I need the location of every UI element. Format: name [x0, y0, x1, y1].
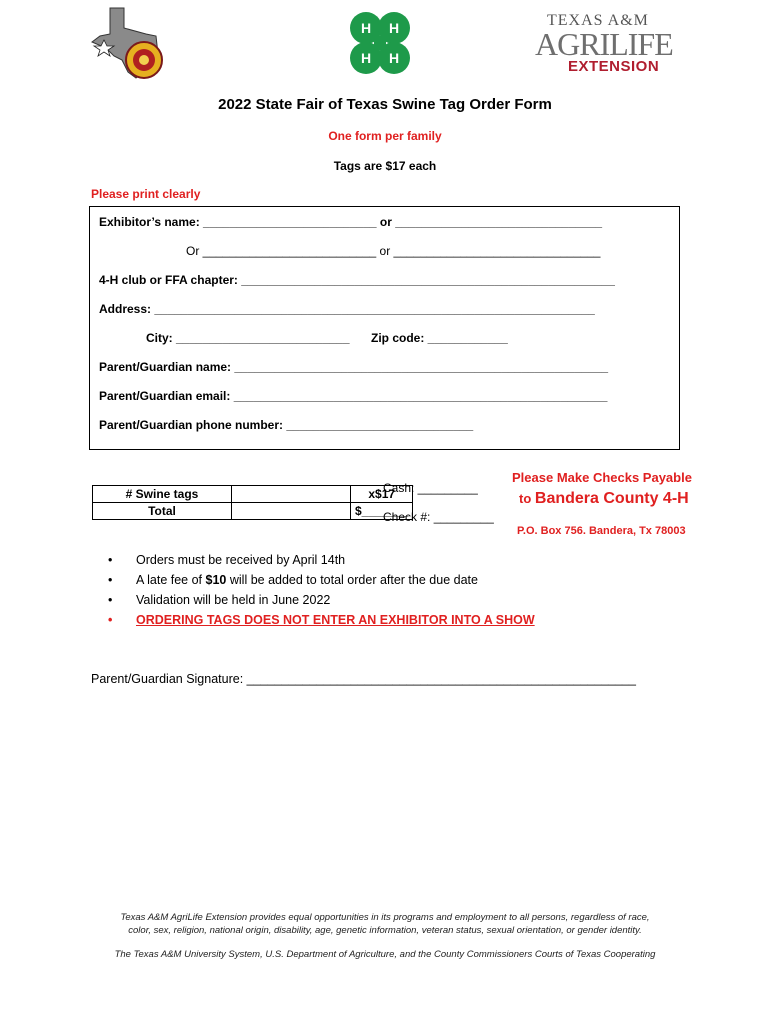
- agrilife-logo-line1: TEXAS A&M: [547, 12, 649, 29]
- agrilife-logo: [535, 12, 685, 75]
- agrilife-logo-line3: EXTENSION: [568, 58, 660, 75]
- list-item: [108, 572, 535, 592]
- club-chapter-field[interactable]: 4-H club or FFA chapter: ________________________________________________________: [99, 273, 615, 287]
- total-label: Total: [93, 503, 232, 520]
- checks-payee-name: Bandera County 4-H: [534, 490, 689, 507]
- svg-text:H: H: [360, 20, 372, 36]
- exhibitor-name-field[interactable]: Exhibitor’s name: __________________________ or _______________________________: [99, 215, 603, 229]
- parent-phone-field[interactable]: Parent/Guardian phone number: ____________________________: [99, 418, 474, 432]
- total-value-field[interactable]: $_______: [351, 503, 413, 520]
- swine-tags-price: x$17: [351, 486, 413, 503]
- exhibitor-info-box: [89, 206, 680, 450]
- svg-text:H: H: [388, 50, 400, 66]
- swine-tags-quantity-cell[interactable]: [232, 486, 351, 503]
- rule-late-fee-post: will be added to total order after the due date: [229, 573, 478, 587]
- list-item: [108, 552, 535, 572]
- rule-warning: ORDERING TAGS DOES NOT ENTER AN EXHIBITOR INTO A SHOW: [136, 613, 535, 627]
- table-row: [93, 486, 413, 503]
- footer-equal-opportunity-1: Texas A&M AgriLife Extension provides equal opportunities in its programs and employment to all persons, regardless of race,: [120, 912, 650, 923]
- rule-deadline: Orders must be received by April 14th: [136, 553, 346, 567]
- city-field[interactable]: City: __________________________: [146, 331, 350, 345]
- footer-cooperating: The Texas A&M University System, U.S. Department of Agriculture, and the County Commissioners Courts of Texas Cooperating: [114, 949, 656, 960]
- rule-late-fee-pre: A late fee of: [136, 573, 203, 587]
- four-h-clover-icon: [344, 8, 416, 82]
- swine-tags-table: [92, 485, 413, 520]
- swine-tags-label: # Swine tags: [93, 486, 232, 503]
- exhibitor-name-field-2[interactable]: Or __________________________ or _______________________________: [186, 244, 601, 258]
- total-blank-cell: [232, 503, 351, 520]
- parent-email-field[interactable]: Parent/Guardian email: ________________________________________________________: [99, 389, 608, 403]
- signature-field[interactable]: Parent/Guardian Signature: ________________________________________________________: [91, 672, 636, 686]
- address-field[interactable]: Address: __________________________________________________________________: [99, 302, 595, 316]
- tag-price-note: Tags are $17 each: [333, 159, 437, 173]
- list-item: [108, 592, 535, 612]
- rule-validation: Validation will be held in June 2022: [136, 593, 331, 607]
- order-rules-list: [108, 552, 535, 632]
- svg-text:H: H: [388, 20, 400, 36]
- rule-late-fee-amount: $10: [205, 573, 227, 587]
- checks-mail-address: P.O. Box 756. Bandera, Tx 78003: [517, 525, 686, 537]
- cash-field[interactable]: Cash: _________: [383, 481, 478, 495]
- table-row: [93, 503, 413, 520]
- zip-code-field[interactable]: Zip code: ____________: [371, 331, 508, 345]
- agrilife-logo-line2: AGRILIFE: [535, 26, 673, 62]
- checks-to-label: to: [519, 491, 532, 506]
- check-number-field[interactable]: Check #: _________: [383, 510, 494, 524]
- one-form-note: One form per family: [328, 129, 442, 143]
- print-clearly-note: Please print clearly: [91, 187, 201, 201]
- parent-name-field[interactable]: Parent/Guardian name: ________________________________________________________: [99, 360, 609, 374]
- checks-payable-heading: Please Make Checks Payable: [512, 470, 692, 485]
- checks-payee: [519, 490, 689, 508]
- svg-text:H: H: [360, 50, 372, 66]
- footer-equal-opportunity-2: color, sex, religion, national origin, disability, age, genetic information, veteran status, sexual orientation, or gender identity.: [128, 925, 642, 936]
- ffa-emblem-icon: [88, 6, 174, 82]
- list-item: [108, 612, 535, 632]
- page-title: 2022 State Fair of Texas Swine Tag Order Form: [218, 96, 552, 113]
